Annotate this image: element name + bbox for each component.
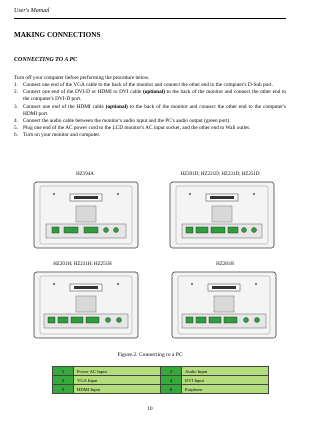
list-item	[14, 132, 286, 139]
page-header: User's Manual	[14, 8, 50, 14]
section-title: MAKING CONNECTIONS	[14, 31, 101, 39]
legend-number: 2	[161, 367, 182, 376]
step-text-part: to the back of the monitor and connect the other end to the computer's HDMI port.	[23, 103, 286, 117]
legend-number: 3	[53, 376, 74, 385]
sub-title: CONNECTING TO A PC	[14, 57, 78, 63]
figure-caption: Figure.2. Connecting to a PC	[117, 352, 183, 358]
step-text: Plug one end of the AC power cord to the LCD monitor's AC input socket, and the other end to Wall outlet.	[23, 125, 251, 132]
step-number: 2.	[14, 89, 18, 96]
step-text: Turn on your monitor and computer.	[23, 132, 101, 139]
model-label-hz201h: HZ201H; HZ231H; HZ251H	[53, 262, 112, 267]
legend-label: HDMI Input	[74, 385, 161, 394]
step-number: 1.	[14, 82, 18, 88]
optional-label: (optional)	[142, 89, 166, 96]
header-divider	[14, 18, 286, 19]
step-text: Connect one end of the VGA cable to the back of the monitor and connect the other end to the computer's D-Sub port.	[23, 82, 273, 88]
step-number: 5.	[14, 125, 18, 132]
legend-number: 4	[161, 376, 182, 385]
step-text	[23, 89, 286, 103]
model-label-hz201d: HZ201D; HZ221D; HZ231D; HZ251D	[180, 172, 260, 177]
step-text: Connect the audio cable between the monitor's audio input and the PC's audio output (green port).	[23, 118, 231, 125]
monitor-back-hz201h-illustration	[32, 270, 140, 342]
list-item	[14, 89, 286, 103]
step-text	[23, 104, 286, 118]
step-number: 4.	[14, 118, 18, 125]
legend-label: VGA Input	[74, 376, 161, 385]
list-item	[14, 104, 286, 118]
legend-number: 1	[53, 367, 74, 376]
steps-list	[14, 82, 286, 140]
model-label-hz194a: HZ194A	[76, 172, 94, 177]
list-item	[14, 125, 286, 132]
step-number: 3.	[14, 103, 18, 110]
legend-label: Audio Input	[182, 367, 269, 376]
legend-number: 6	[161, 385, 182, 394]
intro-text: Turn off your computer before performing the procedure below.	[14, 75, 150, 81]
table-row	[53, 367, 269, 376]
page-number: 10	[147, 406, 153, 412]
monitor-back-hz194a-illustration	[32, 180, 140, 252]
model-label-hz281h: HZ281H	[216, 262, 234, 267]
port-legend-table	[52, 366, 269, 394]
legend-label: DVI Input	[182, 376, 269, 385]
legend-label: Earphone	[182, 385, 269, 394]
step-number: 6.	[14, 132, 18, 139]
monitor-back-hz281h-illustration	[170, 270, 278, 342]
table-row	[53, 376, 269, 385]
optional-label: (optional)	[105, 103, 128, 110]
step-text-part: Connect one end of the DVI-D or HDMI to DVI cable	[23, 89, 143, 96]
legend-label: Power AC Input	[74, 367, 161, 376]
monitor-back-hz201d-illustration	[168, 180, 276, 252]
table-row	[53, 385, 269, 394]
legend-number: 5	[53, 385, 74, 394]
step-text-part: to the back of the monitor and connect the other end to the computer's DVI-D port.	[23, 89, 286, 103]
step-text-part: Connect one end of the HDMI cable	[23, 103, 106, 110]
